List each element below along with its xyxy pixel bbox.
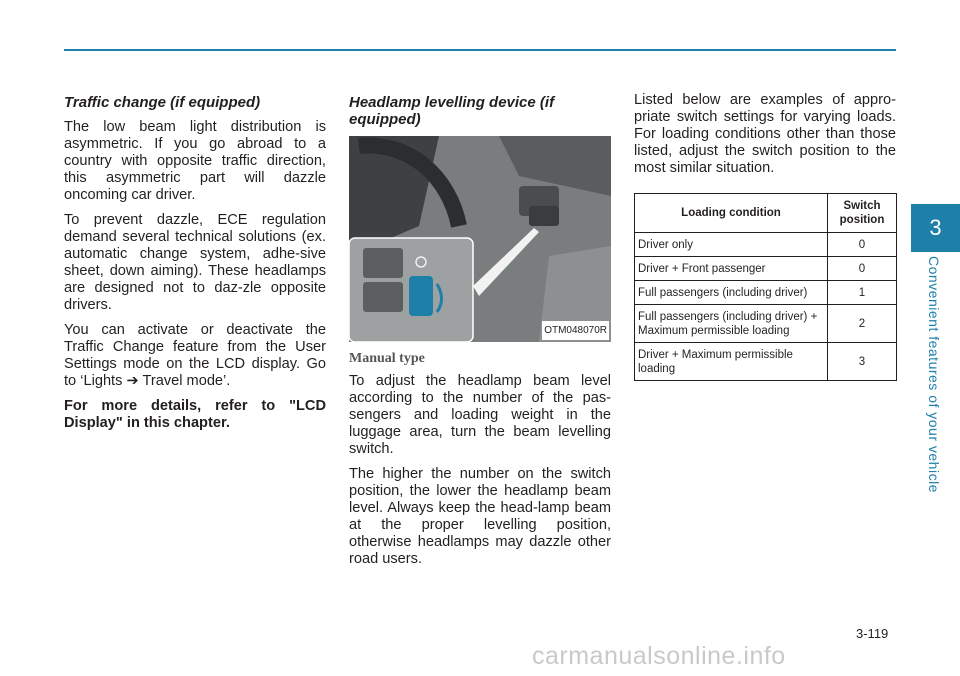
loading-table <box>634 193 897 381</box>
table-row <box>635 233 897 257</box>
headlamp-paragraph-1: To adjust the headlamp beam level according to the number of the pas-sengers and loading weight in the luggage area, turn the beam levelling switch. <box>349 373 611 457</box>
row-position: 3 <box>828 343 897 381</box>
page-number: 3-119 <box>856 626 889 641</box>
top-rule <box>64 49 896 51</box>
headlamp-switch-figure <box>349 136 611 342</box>
row-position: 0 <box>828 233 897 257</box>
table-row <box>635 343 897 381</box>
manual-type-subheading: Manual type <box>349 351 425 366</box>
column-headlamp-levelling <box>349 92 611 576</box>
row-condition: Full passengers (including driver) <box>635 281 828 305</box>
table-row <box>635 281 897 305</box>
traffic-change-heading: Traffic change (if equipped) <box>64 94 261 111</box>
header-loading-condition: Loading condition <box>635 194 828 233</box>
figure-code: OTM048070R <box>542 321 609 340</box>
row-condition: Full passengers (including driver) + Maximum permissible loading <box>635 305 828 343</box>
watermark: carmanualsonline.info <box>532 642 786 670</box>
row-condition: Driver + Maximum permissible loading <box>635 343 828 381</box>
column-loading-conditions <box>634 92 896 381</box>
header-switch-position: Switch position <box>828 194 897 233</box>
column-traffic-change <box>64 92 326 440</box>
traffic-change-paragraph-3: You can activate or deactivate the Traffic Change feature from the User Settings mode on the LCD display. Go to ‘Lights ➔ Travel mode’. <box>64 322 326 389</box>
headlamp-paragraph-2: The higher the number on the switch position, the lower the headlamp beam level. Always keep the head-lamp beam at the proper levelling position, otherwise headlamps may dazzle other road users. <box>349 466 611 567</box>
row-position: 2 <box>828 305 897 343</box>
traffic-change-paragraph-2: To prevent dazzle, ECE regulation demand several technical solutions (ex. automatic change system, adhe-sive sheet, down aiming). These headlamps are designed not to daz-zle opposite drivers. <box>64 212 326 313</box>
loading-intro: Listed below are examples of appro-priate switch settings for varying loads. For loading conditions other than those listed, adjust the switch position to the most similar situation. <box>634 92 896 176</box>
row-position: 1 <box>828 281 897 305</box>
chapter-title-vertical <box>922 256 942 496</box>
row-condition: Driver + Front passenger <box>635 257 828 281</box>
table-row <box>635 305 897 343</box>
headlamp-levelling-heading: Headlamp levelling device (if equipped) <box>349 94 555 128</box>
chapter-title: Convenient features of your vehicle <box>926 256 942 493</box>
traffic-change-reference: For more details, refer to "LCD Display" in this chapter. <box>64 398 326 431</box>
traffic-change-paragraph-1: The low beam light distribution is asymmetric. If you go abroad to a country with opposite traffic direction, this asymmetric part will dazzle oncoming car driver. <box>64 119 326 203</box>
chapter-tab: 3 <box>911 204 960 252</box>
row-condition: Driver only <box>635 233 828 257</box>
row-position: 0 <box>828 257 897 281</box>
dashboard-illustration <box>349 136 611 342</box>
table-row <box>635 257 897 281</box>
table-header-row <box>635 194 897 233</box>
